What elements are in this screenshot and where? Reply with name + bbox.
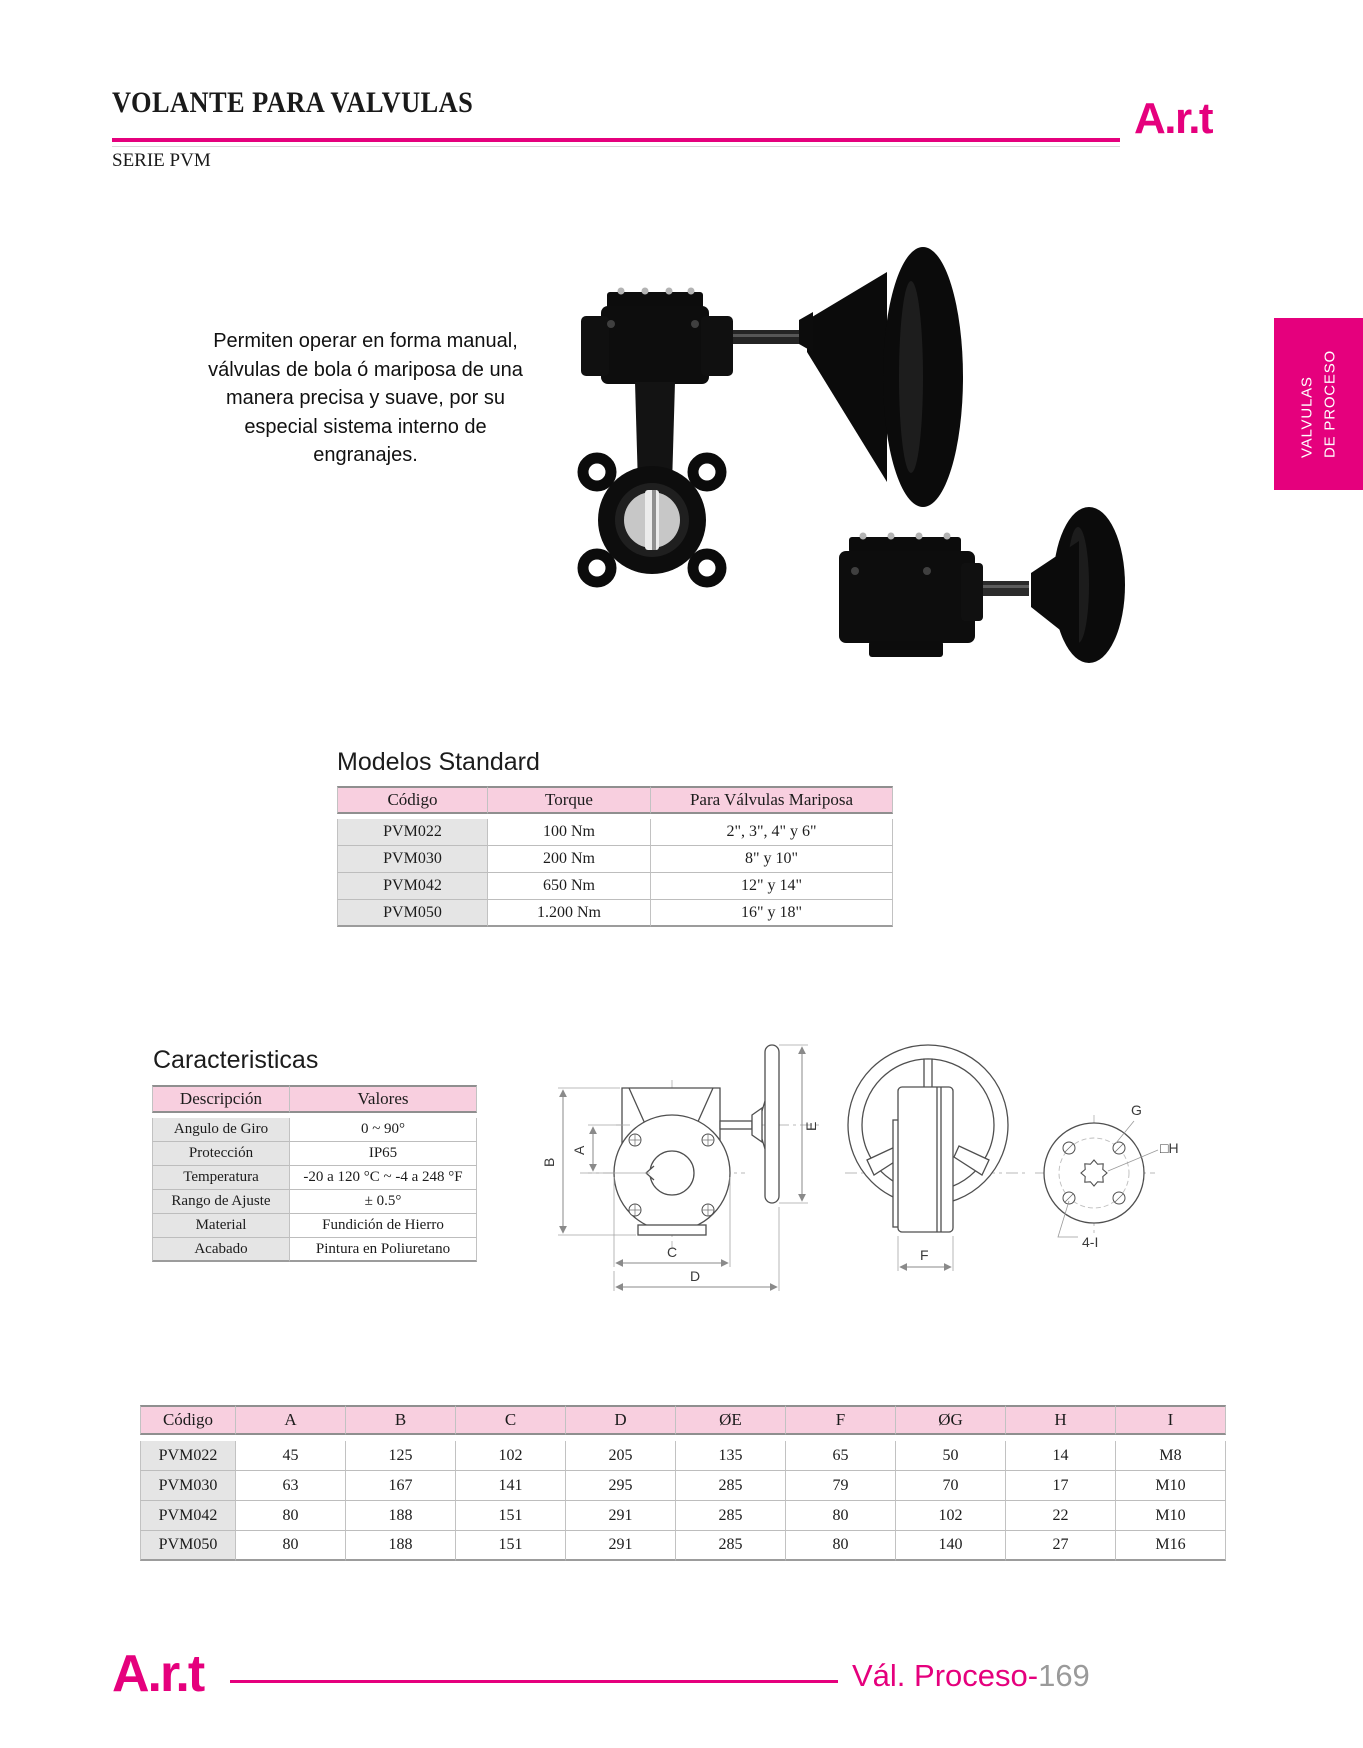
cell: PVM022 [140,1441,236,1471]
page-title: VOLANTE PARA VALVULAS [112,86,474,119]
cell: 285 [676,1471,786,1501]
cell: 12" y 14" [651,873,893,900]
dim-label-b: B [541,1157,557,1167]
col-header: B [346,1405,456,1435]
col-header: H [1006,1405,1116,1435]
cell: 80 [786,1501,896,1531]
page-number: 169 [1038,1658,1090,1693]
dim-label-a: A [571,1145,587,1155]
cell: 102 [456,1441,566,1471]
intro-text: Permiten operar en forma manual, válvulas de bola ó mariposa de una manera precisa y suave, por su especial sistema interno de engranajes. [208,330,523,467]
cell: Protección [152,1142,290,1166]
models-section-title: Modelos Standard [337,748,540,776]
cell: PVM030 [140,1471,236,1501]
cell: 200 Nm [488,846,651,873]
dim-label-e: E [803,1121,819,1131]
cell: M10 [1116,1501,1226,1531]
cell: 17 [1006,1471,1116,1501]
models-table [337,786,893,927]
cell: Material [152,1214,290,1238]
cell: 79 [786,1471,896,1501]
footer-brand-logo: A.r.t [112,1645,204,1703]
cell: 285 [676,1501,786,1531]
cell: 0 ~ 90° [290,1118,477,1142]
dim-label-g: G [1131,1102,1142,1118]
cell: 135 [676,1441,786,1471]
col-header: Para Válvulas Mariposa [651,786,893,814]
cell: 80 [236,1501,346,1531]
cell: PVM030 [337,846,488,873]
cell: 140 [896,1531,1006,1561]
cell: M10 [1116,1471,1226,1501]
cell: 16" y 18" [651,900,893,927]
title-divider-thin [112,146,1120,147]
cell: 27 [1006,1531,1116,1561]
cell: Acabado [152,1238,290,1262]
dimensions-table [140,1405,1226,1561]
col-header: ØG [896,1405,1006,1435]
drawing-bolt-circle [1030,1095,1260,1260]
cell: 205 [566,1441,676,1471]
cell: 80 [786,1531,896,1561]
side-tab-valvulas-de-proceso [1274,318,1363,490]
characteristics-table [152,1085,477,1262]
cell: PVM050 [337,900,488,927]
cell: M16 [1116,1531,1226,1561]
cell: 295 [566,1471,676,1501]
page-label: Vál. Proceso- [852,1658,1039,1693]
drawing-front-view [530,1035,830,1300]
series-subtitle: SERIE PVM [112,150,211,171]
cell: 291 [566,1501,676,1531]
cell: 100 Nm [488,819,651,846]
cell: 65 [786,1441,896,1471]
cell: Rango de Ajuste [152,1190,290,1214]
cell: PVM042 [337,873,488,900]
product-photo-gearbox-side [835,455,1135,667]
cell: 188 [346,1501,456,1531]
cell: 14 [1006,1441,1116,1471]
cell: 167 [346,1471,456,1501]
cell: PVM022 [337,819,488,846]
dim-label-h: □H [1160,1140,1179,1156]
cell: 188 [346,1531,456,1561]
dim-label-4i: 4-I [1082,1234,1099,1250]
cell: 125 [346,1441,456,1471]
cell: 80 [236,1531,346,1561]
cell: 70 [896,1471,1006,1501]
cell: 102 [896,1501,1006,1531]
cell: PVM050 [140,1531,236,1561]
cell: 2", 3", 4" y 6" [651,819,893,846]
col-header: Torque [488,786,651,814]
cell: 45 [236,1441,346,1471]
cell: Pintura en Poliuretano [290,1238,477,1262]
col-header: F [786,1405,896,1435]
cell: 650 Nm [488,873,651,900]
characteristics-section-title: Caracteristicas [153,1046,319,1074]
col-header: A [236,1405,346,1435]
cell: 151 [456,1531,566,1561]
col-header: D [566,1405,676,1435]
cell: Angulo de Giro [152,1118,290,1142]
cell: 8" y 10" [651,846,893,873]
col-header: Código [140,1405,236,1435]
cell: 22 [1006,1501,1116,1531]
cell: 291 [566,1531,676,1561]
dim-label-d: D [690,1268,701,1284]
col-header: ØE [676,1405,786,1435]
cell: PVM042 [140,1501,236,1531]
cell: 285 [676,1531,786,1561]
cell: IP65 [290,1142,477,1166]
drawing-handwheel-side [840,1040,1040,1275]
footer-divider [230,1680,838,1683]
col-header: I [1116,1405,1226,1435]
cell: 141 [456,1471,566,1501]
cell: 1.200 Nm [488,900,651,927]
dim-label-f: F [920,1247,929,1263]
cell: M8 [1116,1441,1226,1471]
cell: 63 [236,1471,346,1501]
col-header: Valores [290,1085,477,1113]
brand-logo: A.r.t [1134,94,1213,143]
cell: ± 0.5° [290,1190,477,1214]
cell: 50 [896,1441,1006,1471]
title-divider [112,138,1120,142]
col-header: Código [337,786,488,814]
cell: Temperatura [152,1166,290,1190]
side-tab-label: VALVULAS DE PROCESO [1298,349,1338,459]
col-header: C [456,1405,566,1435]
cell: Fundición de Hierro [290,1214,477,1238]
dim-label-c: C [667,1244,678,1260]
cell: 151 [456,1501,566,1531]
page-reference [852,1658,1090,1694]
col-header: Descripción [152,1085,290,1113]
cell: -20 a 120 °C ~ -4 a 248 °F [290,1166,477,1190]
